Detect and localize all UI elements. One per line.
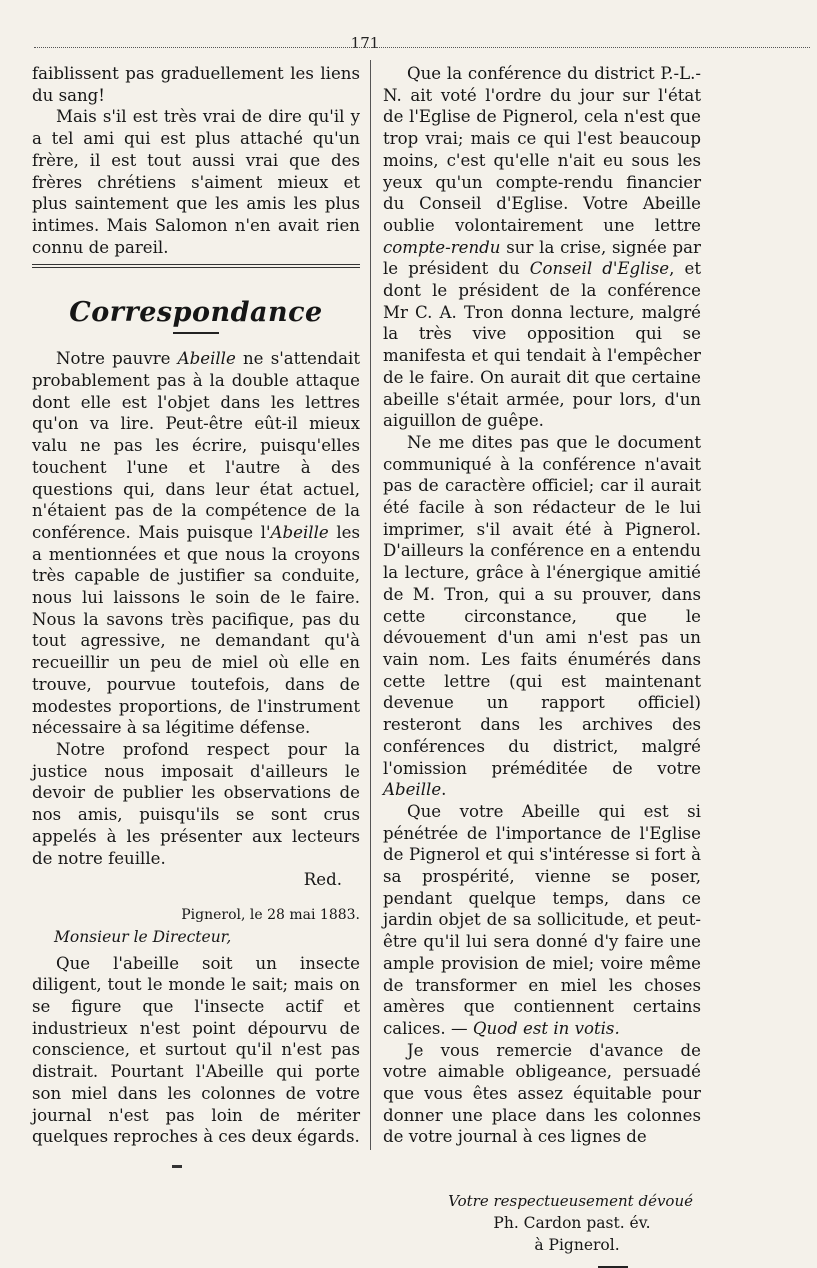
letter-salutation: Monsieur le Directeur, xyxy=(54,927,232,946)
right-paragraph-4: Je vous remercie d'avance de votre aimable obligeance, persuadé que vous êtes assez équitable pour donner une place dans les colonnes de votre journal à ces lignes de xyxy=(383,1040,701,1147)
header-rule xyxy=(34,47,810,48)
heading-ornament xyxy=(173,332,219,334)
letter-dateline: Pignerol, le 28 mai 1883. xyxy=(181,906,360,923)
left-paragraph-5: Que l'abeille soit un insecte diligent, tout le monde le sait; mais on se figure que l'insecte actif et industrieux n'est point dépourvu de conscience, et surtout qu'il n'est pas distrait. Pourtant l'Abeille qui porte son miel dans les colonnes de votre journal n'est pas loin de mériter quelques reproches à ces deux égards. xyxy=(32,953,360,1147)
left-paragraph-3: Notre pauvre Abeille ne s'attendait probablement pas à la double attaque dont elle est l'objet dans les lettres qu'on va lire. Peut-être eût-il mieux valu ne pas les écrire, puisqu'elles touchent l'une et l'autre à des questions qui, dans leur état actuel, n'étaient pas de la compétence de la conférence. Mais puisque l'Abeille les a mentionnées et que nous la croyons très capable de justifier sa conduite, nous lui laissons le soin de le faire. Nous la savons très pacifique, pas du tout agressive, ne demandant qu'à recueillir un peu de miel où elle en trouve, pourvue toutefois, dans de modestes proportions, de l'instrument nécessaire à sa légitime défense. xyxy=(32,349,361,738)
section-rule xyxy=(32,264,360,268)
left-paragraph-2: Mais s'il est très vrai de dire qu'il y a tel ami qui est plus attaché qu'un frère, il est tout aussi vrai que des frères chrétiens s'aiment mieux et plus saintement que les amis les plus intimes. Mais Salomon n'en avait rien connu de pareil. xyxy=(32,107,360,257)
page-number: 171 xyxy=(350,34,380,52)
right-paragraph-2: Ne me dites pas que le document communiqué à la conférence n'avait pas de caractère officiel; car il aurait été facile à son rédacteur de le lui imprimer, s'il avait été à Pignerol. D'ailleurs la conférence en a entendu la lecture, grâce à l'énergique amitié de M. Tron, qui a su prouver, dans cette circonstance, que le dévouement d'un ami n'est pas un vain nom. Les faits énumérés dans cette lettre (qui est maintenant devenue un rapport officiel) resteront dans les archives des conférences du district, malgré l'omission préméditée de votre Abeille. xyxy=(383,432,701,800)
right-paragraph-1: Que la conférence du district P.-L.-N. ait voté l'ordre du jour sur l'état de l'Eglise de Pignerol, cela n'est que trop vrai; mais ce qui l'est beaucoup moins, c'est qu'elle n'ait eu sous les yeux qu'un compte-rendu financier du Conseil d'Eglise. Votre Abeille oublie volontairement une lettre compte-rendu sur la crise, signée par le président du Conseil d'Eglise, et dont le président de la conférence Mr C. A. Tron donna lecture, malgré la très vive opposition qui se manifesta et qui tendait à l'empêcher de le faire. On aurait dit que certaine abeille s'était armée, pour lors, d'un aiguillon de guêpe. xyxy=(383,64,701,431)
letter-closing: Votre respectueusement dévoué xyxy=(448,1192,693,1211)
left-paragraph-1: faiblissent pas graduellement les liens du sang! xyxy=(32,64,360,105)
editor-signature: Red. xyxy=(303,870,342,890)
letter-signature: Ph. Cardon past. év. xyxy=(493,1214,651,1233)
letter-signature-place: à Pignerol. xyxy=(534,1236,620,1255)
right-column xyxy=(383,63,701,1268)
left-paragraph-4: Notre profond respect pour la justice nous imposait d'ailleurs le devoir de publier les observations de nos amis, puisqu'ils se sont crus appelés à les présenter aux lecteurs de notre feuille. xyxy=(32,739,360,868)
section-heading: Correspondance xyxy=(69,297,323,329)
margin-mark xyxy=(172,1165,182,1168)
right-paragraph-3: Que votre Abeille qui est si pénétrée de l'importance de l'Eglise de Pignerol et qui s'intéresse si fort à sa prospérité, vienne se poser, pendant quelque temps, dans ce jardin objet de sa sollicitude, et peut-être qu'il lui sera donné d'y faire une ample provision de miel; voire même de transformer en miel les choses amères que contiennent certains calices. — Quod est in votis. xyxy=(383,801,701,1038)
column-divider xyxy=(370,60,371,1150)
left-column xyxy=(32,63,360,1148)
